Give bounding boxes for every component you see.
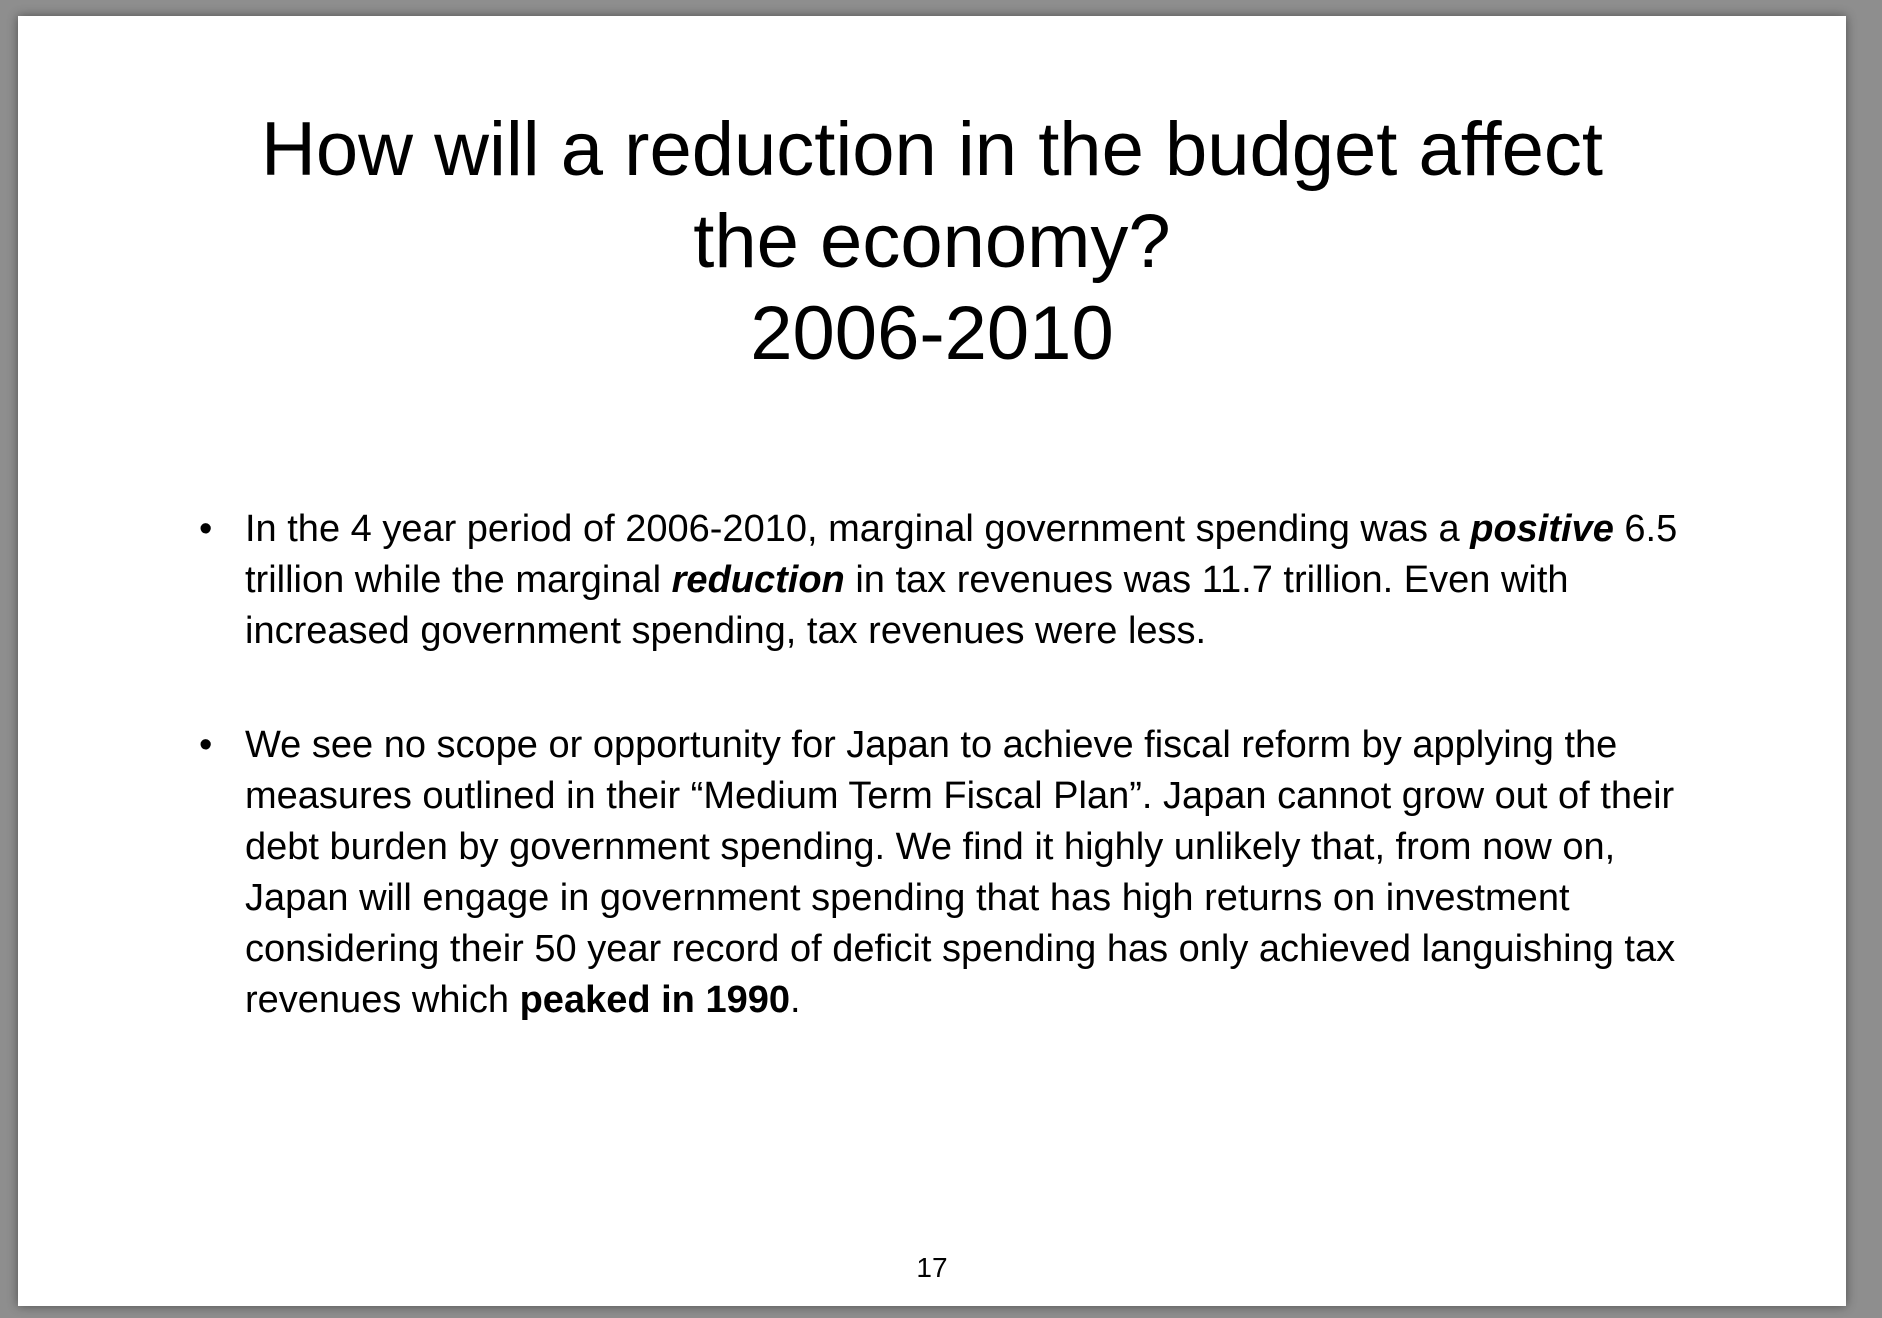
text-segment: We see no scope or opportunity for Japan to achieve fiscal reform by applying the measures outlined in their “Medium Term Fiscal Plan”. Japan cannot grow out of their debt burden by government spending. We find it highly unlikely that, from now on, Japan will engage in government spending that has high returns on investment considering their 50 year record of deficit spending has only achieved languishing tax revenues which [245, 724, 1676, 1021]
text-segment: in tax revenues was 11.7 trillion. Even with increased government spending, tax revenues were less. [245, 559, 1569, 652]
emphasis-positive: positive [1470, 508, 1614, 550]
slide [18, 16, 1846, 1306]
title-line: the economy? [693, 199, 1171, 284]
text-segment: 6.5 trillion while the marginal [245, 508, 1678, 601]
bullet-marker: • [199, 724, 213, 766]
title-line-years: 2006-2010 [750, 291, 1114, 376]
emphasis-peaked: peaked in 1990 [519, 979, 790, 1021]
text-segment: . [789, 979, 801, 1021]
bullet-list [199, 504, 1679, 1026]
bullet-marker: • [199, 508, 213, 550]
bullet-text [245, 724, 1675, 1021]
page-number: 17 [916, 1252, 948, 1283]
slide-title [18, 104, 1846, 380]
text-segment: In the 4 year period of 2006-2010, marginal government spending was a [245, 508, 1471, 550]
bullet-item [199, 504, 1679, 657]
title-line: How will a reduction in the budget affect [260, 107, 1604, 192]
emphasis-reduction: reduction [671, 559, 845, 601]
bullet-text [245, 508, 1677, 652]
bullet-item [199, 720, 1679, 1026]
